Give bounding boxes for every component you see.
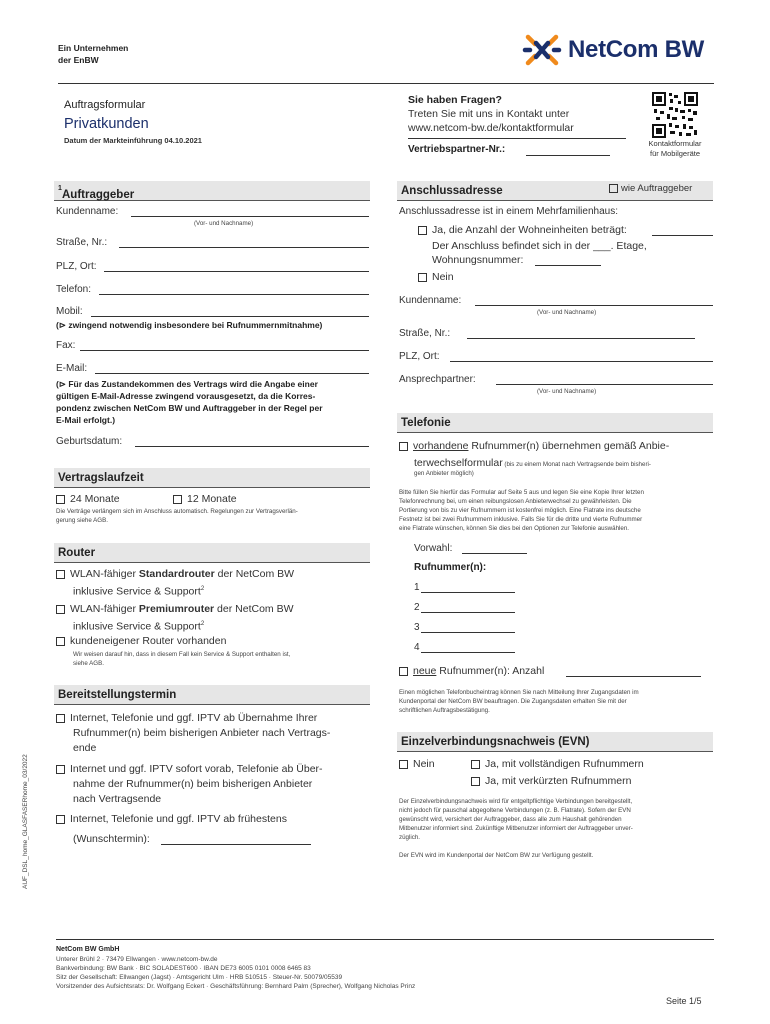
bereitstellung-section-bar bbox=[54, 685, 370, 705]
plz-label: PLZ, Ort: bbox=[56, 261, 97, 272]
wohneinheiten-field[interactable] bbox=[652, 235, 713, 236]
bereitstellung-opt1[interactable]: Internet, Telefonie und ggf. IPTV ab Übernahme Ihrer bbox=[56, 711, 317, 726]
email-note-4: E-Mail erfolgt.) bbox=[56, 415, 116, 425]
vorwahl-field[interactable] bbox=[462, 553, 527, 554]
questions-title: Sie haben Fragen? bbox=[408, 94, 502, 106]
anschluss-title: Anschlussadresse bbox=[401, 185, 503, 197]
mfh-label: Anschlussadresse ist in einem Mehrfamilienhaus: bbox=[399, 206, 618, 217]
vorwahl-label: Vorwahl: bbox=[414, 543, 453, 554]
evn-vollstaendig-checkbox[interactable] bbox=[471, 760, 480, 769]
auftraggeber-section-bar bbox=[54, 181, 370, 201]
brand-name: NetCom BW bbox=[568, 36, 704, 63]
eigener-router-checkbox[interactable] bbox=[56, 637, 65, 646]
telefonie-title: Telefonie bbox=[401, 417, 451, 429]
footer-address: Unterer Brühl 2 · 73479 Ellwangen · www.netcom-bw.de bbox=[56, 956, 218, 963]
fax-label: Fax: bbox=[56, 340, 76, 351]
vorhandene-rufnummer-option[interactable]: vorhandene Rufnummer(n) übernehmen gemäß Anbie- bbox=[399, 439, 669, 454]
anbieterwechsel-note: gen Anbieter möglich) bbox=[414, 470, 474, 477]
wunschtermin-field[interactable] bbox=[161, 844, 311, 845]
bereitstellung-opt2-line2: nahme der Rufnummer(n) beim bisherigen Anbieter bbox=[73, 778, 313, 790]
email-field[interactable] bbox=[95, 373, 369, 374]
evn-text-2: nicht jedoch für pauschal abgegoltene Verbindungen (z. B. Flatrate). Sofern der EVN bbox=[399, 807, 631, 814]
form-title: Auftragsformular bbox=[64, 99, 146, 111]
mfh-nein-option[interactable]: Nein bbox=[418, 270, 454, 285]
questions-line-1: Treten Sie mit uns in Kontakt unter bbox=[408, 108, 570, 120]
email-note-3: pondenz zwischen NetCom BW und Auftraggeber in der Regel per bbox=[56, 403, 323, 413]
geburtsdatum-label: Geburtsdatum: bbox=[56, 436, 123, 447]
wunschtermin-label: (Wunschtermin): bbox=[73, 833, 150, 845]
evn-text-4: Mitbenutzer informiert sind. Zukünftige Mitbenutzer informiert der Auftraggeber unver- bbox=[399, 825, 633, 832]
router-note-1: Wir weisen darauf hin, dass in diesem Fall kein Service & Support enthalten ist, bbox=[73, 651, 291, 658]
anschluss-kundenname-field[interactable] bbox=[475, 305, 713, 306]
bereitstellung-opt1-line3: ende bbox=[73, 742, 97, 754]
evn-text-1: Der Einzelverbindungsnachweis wird für entgeltpflichtige Verbindungen bereitgestellt, bbox=[399, 798, 633, 805]
qr-caption-1: Kontaktformular bbox=[648, 139, 702, 148]
router-note-2: siehe AGB. bbox=[73, 660, 104, 667]
email-note-2: gültigen E-Mail-Adresse zwingend vorausgesetzt, da die Korres- bbox=[56, 391, 316, 401]
premiumrouter-option[interactable]: WLAN-fähiger Premiumrouter der NetCom BW bbox=[56, 602, 294, 617]
neue-rufnummer-option[interactable]: neue Rufnummer(n): Anzahl bbox=[399, 664, 544, 679]
laufzeit-note-2: gerung siehe AGB. bbox=[56, 517, 108, 524]
footer-bank: Bankverbindung: BW Bank · BIC SOLADEST600 · IBAN DE73 6005 0101 0008 6465 83 bbox=[56, 965, 311, 972]
bereitstellung-opt3[interactable]: Internet, Telefonie und ggf. IPTV ab frühestens bbox=[56, 812, 287, 827]
evn-nein-checkbox[interactable] bbox=[399, 760, 408, 769]
standardrouter-line-2: inklusive Service & Support$^2$ bbox=[73, 585, 205, 598]
evn-title: Einzelverbindungsnachweis (EVN) bbox=[401, 736, 590, 748]
telefonie-info-1: Bitte füllen Sie hierfür das Formular auf Seite 5 aus und legen Sie eine Kopie Ihrer letzten bbox=[399, 489, 644, 496]
laufzeit-24-checkbox[interactable] bbox=[56, 495, 65, 504]
fax-field[interactable] bbox=[80, 350, 369, 351]
eigener-router-option[interactable]: kundeneigener Router vorhanden bbox=[56, 634, 226, 649]
strasse-label: Straße, Nr.: bbox=[56, 237, 108, 248]
email-note-1: (⊳ Für das Zustandekommen des Vertrags wird die Angabe einer bbox=[56, 379, 318, 389]
wie-auftraggeber-option[interactable]: wie Auftraggeber bbox=[609, 183, 692, 194]
contact-underline bbox=[408, 138, 626, 139]
anschluss-kundenname-hint: (Vor- und Nachname) bbox=[537, 309, 597, 316]
neue-rufnummer-note-1: Einen möglichen Telefonbucheintrag können Sie nach Mitteilung Ihrer Zugangsdaten im bbox=[399, 689, 639, 696]
company-line-1: Ein Unternehmen bbox=[58, 43, 129, 53]
mobil-label: Mobil: bbox=[56, 306, 83, 317]
strasse-field[interactable] bbox=[119, 247, 369, 248]
netcom-x-icon bbox=[522, 33, 562, 67]
footer-management: Vorsitzender des Aufsichtsrats: Dr. Wolfgang Eckert · Geschäftsführung: Bernhard Palm (Sprecher), Wolfgang Nicholas Prinz bbox=[56, 983, 416, 990]
company-line-2: der EnBW bbox=[58, 55, 99, 65]
contact-link[interactable]: www.netcom-bw.de/kontaktformular bbox=[408, 122, 574, 134]
anschluss-strasse-label: Straße, Nr.: bbox=[399, 328, 451, 339]
bereitstellung-title: Bereitstellungstermin bbox=[58, 689, 177, 701]
etage-line: Der Anschluss befindet sich in der ___. Etage, bbox=[432, 240, 647, 252]
standardrouter-checkbox[interactable] bbox=[56, 570, 65, 579]
laufzeit-12-option[interactable]: 12 Monate bbox=[173, 492, 237, 507]
neue-rufnummer-anzahl-field[interactable] bbox=[566, 676, 701, 677]
anschluss-plz-label: PLZ, Ort: bbox=[399, 351, 440, 362]
evn-verkuerzt-option[interactable]: Ja, mit verkürzten Rufnummern bbox=[471, 774, 631, 789]
bereitstellung-opt2-checkbox[interactable] bbox=[56, 765, 65, 774]
premiumrouter-checkbox[interactable] bbox=[56, 605, 65, 614]
vertragslaufzeit-title: Vertragslaufzeit bbox=[58, 472, 144, 484]
evn-text-6: Der EVN wird im Kundenportal der NetCom BW zur Verfügung gestellt. bbox=[399, 852, 594, 859]
standardrouter-option[interactable]: WLAN-fähiger Standardrouter der NetCom BW bbox=[56, 567, 294, 582]
ansprechpartner-hint: (Vor- und Nachname) bbox=[537, 388, 597, 395]
telefonie-info-2: Telefonrechnung bei, um einen reibungslosen Anbieterwechsel zu gewährleisten. Die bbox=[399, 498, 632, 505]
plz-field[interactable] bbox=[104, 271, 369, 272]
mfh-ja-option[interactable]: Ja, die Anzahl der Wohneinheiten beträgt: bbox=[418, 223, 627, 238]
laufzeit-24-option[interactable]: 24 Monate bbox=[56, 492, 120, 507]
mobil-field[interactable] bbox=[91, 316, 369, 317]
qr-caption-2: für Mobilgeräte bbox=[649, 149, 701, 158]
rufnummer-2-label: 2 bbox=[414, 602, 420, 613]
router-section-bar bbox=[54, 543, 370, 563]
telefonie-info-4: Festnetz ist bei zwei Rufnummern inklusive. Falls Sie für die dritte und vierte Rufnummer bbox=[399, 516, 643, 523]
evn-vollstaendig-option[interactable]: Ja, mit vollständigen Rufnummern bbox=[471, 757, 644, 772]
mobil-note: (⊳ zwingend notwendig insbesondere bei Rufnummernmitnahme) bbox=[56, 320, 323, 330]
mfh-nein-checkbox[interactable] bbox=[418, 273, 427, 282]
footer-divider bbox=[56, 939, 714, 940]
ansprechpartner-label: Ansprechpartner: bbox=[399, 374, 476, 385]
form-subtitle: Privatkunden bbox=[64, 116, 149, 132]
bereitstellung-opt3-checkbox[interactable] bbox=[56, 815, 65, 824]
telefon-field[interactable] bbox=[99, 294, 369, 295]
qr-code-icon[interactable] bbox=[652, 92, 698, 138]
vorhandene-rufnummer-checkbox[interactable] bbox=[399, 442, 408, 451]
wohnungsnummer-label: Wohnungsnummer: bbox=[432, 254, 524, 266]
bereitstellung-opt1-line2: Rufnummer(n) beim bisherigen Anbieter nach Vertrags- bbox=[73, 727, 331, 739]
telefonie-info-3: Portierung von bis zu vier Rufnummern ist kostenfrei möglich. Eine Flatrate ins deutsche bbox=[399, 507, 641, 514]
evn-nein-option[interactable]: Nein bbox=[399, 757, 435, 772]
rufnummer-1-label: 1 bbox=[414, 582, 420, 593]
rufnummer-3-field[interactable] bbox=[421, 632, 515, 633]
neue-rufnummer-checkbox[interactable] bbox=[399, 667, 408, 676]
email-label: E-Mail: bbox=[56, 363, 88, 374]
footer-company: NetCom BW GmbH bbox=[56, 946, 120, 953]
evn-section-bar bbox=[397, 732, 713, 752]
page-number: Seite 1/5 bbox=[666, 996, 702, 1006]
kundenname-label: Kundenname: bbox=[56, 206, 119, 217]
geburtsdatum-field[interactable] bbox=[135, 446, 369, 447]
partner-number-field[interactable] bbox=[526, 155, 610, 156]
neue-rufnummer-note-3: schriftlichen Auftragsbestätigung. bbox=[399, 707, 490, 714]
telefonie-section-bar bbox=[397, 413, 713, 433]
auftraggeber-title: Auftraggeber $^1$ bbox=[58, 185, 135, 201]
rufnummer-4-field[interactable] bbox=[421, 652, 515, 653]
ansprechpartner-field[interactable] bbox=[496, 384, 713, 385]
footer-register: Sitz der Gesellschaft: Ellwangen (Jagst) · Amtsgericht Ulm · HRB 510515 · Steuer-Nr. 50079/05539 bbox=[56, 974, 343, 981]
anbieterwechsel-line: terwechselformular (bis zu einem Monat nach Vertragsende beim bisheri- bbox=[414, 457, 651, 469]
evn-verkuerzt-checkbox[interactable] bbox=[471, 777, 480, 786]
bereitstellung-opt2-line3: nach Vertragsende bbox=[73, 793, 162, 805]
partner-label: Vertriebspartner-Nr.: bbox=[408, 144, 506, 155]
telefonie-info-5: eine Flatrate wünschen, können Sie dies bei den Optionen zur Telefonie auswählen. bbox=[399, 525, 630, 532]
evn-text-3: gewünscht wird, versichert der Auftraggeber, dass alle zum Haushalt gehörenden bbox=[399, 816, 622, 823]
wohnungsnummer-field[interactable] bbox=[535, 265, 601, 266]
kundenname-hint: (Vor- und Nachname) bbox=[194, 220, 254, 227]
vertragslaufzeit-section-bar bbox=[54, 468, 370, 488]
telefon-label: Telefon: bbox=[56, 284, 92, 295]
router-title: Router bbox=[58, 547, 96, 559]
netcom-logo bbox=[522, 33, 704, 67]
anschluss-strasse-field[interactable] bbox=[467, 338, 695, 339]
anschluss-kundenname-label: Kundenname: bbox=[399, 295, 462, 306]
bereitstellung-opt2[interactable]: Internet und ggf. IPTV sofort vorab, Telefonie ab Über- bbox=[56, 762, 323, 777]
kundenname-field[interactable] bbox=[131, 216, 369, 217]
market-date: Datum der Markteinführung 04.10.2021 bbox=[64, 136, 202, 145]
rufnummer-4-label: 4 bbox=[414, 642, 420, 653]
rufnummer-1-field[interactable] bbox=[421, 592, 515, 593]
anschluss-plz-field[interactable] bbox=[450, 361, 713, 362]
rufnummer-2-field[interactable] bbox=[421, 612, 515, 613]
bereitstellung-opt1-checkbox[interactable] bbox=[56, 714, 65, 723]
header-divider bbox=[58, 83, 714, 84]
rufnummern-label: Rufnummer(n): bbox=[414, 562, 487, 573]
mfh-ja-checkbox[interactable] bbox=[418, 226, 427, 235]
laufzeit-note-1: Die Verträge verlängern sich im Anschluss automatisch. Regelungen zur Vertragsverlän- bbox=[56, 508, 298, 515]
evn-text-5: züglich. bbox=[399, 834, 420, 841]
premiumrouter-line-2: inklusive Service & Support$^2$ bbox=[73, 620, 205, 633]
rufnummer-3-label: 3 bbox=[414, 622, 420, 633]
laufzeit-12-checkbox[interactable] bbox=[173, 495, 182, 504]
wie-auftraggeber-checkbox[interactable] bbox=[609, 184, 618, 193]
form-code-vertical: AUF_DSL_home_GLASFASERhome_03/2022 bbox=[22, 754, 29, 889]
neue-rufnummer-note-2: Kundenportal der NetCom BW beauftragen. Die Zugangsdaten erhalten Sie mit der bbox=[399, 698, 627, 705]
